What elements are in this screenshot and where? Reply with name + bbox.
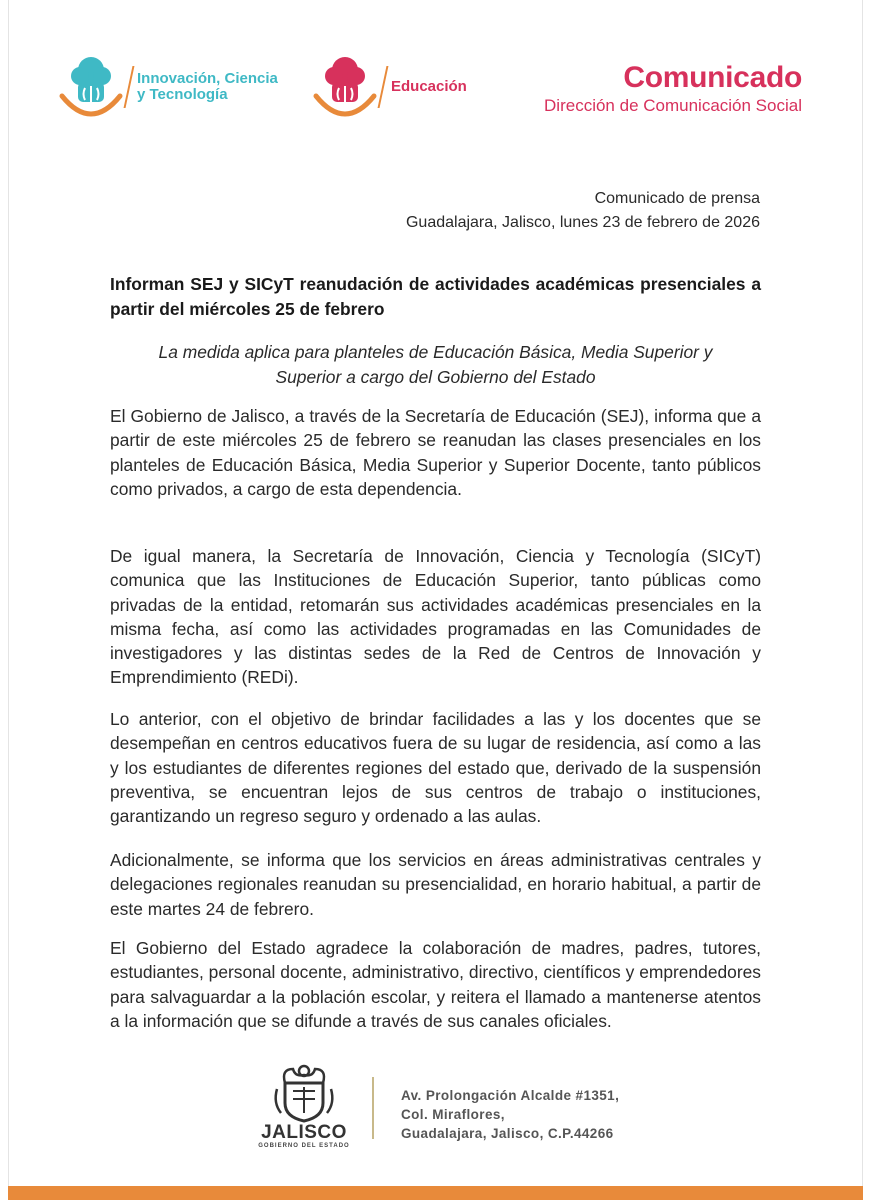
sicyt-line2: y Tecnología <box>137 86 228 103</box>
footer-divider <box>372 1077 374 1139</box>
footer-color-bar <box>8 1186 863 1200</box>
address-line2: Col. Miraflores, <box>401 1107 505 1122</box>
comunicado-title: Comunicado <box>623 61 802 94</box>
paragraph-4: Adicionalmente, se informa que los servicios en áreas administrativas centrales y delegaciones regionales reanudan su presencialidad, en horario habitual, a partir de este martes 24 de febrero. <box>110 850 761 919</box>
comunicado-subtitle: Dirección de Comunicación Social <box>544 96 802 115</box>
sej-logo <box>312 52 467 122</box>
jalisco-wordmark: JALISCO <box>261 1122 347 1143</box>
press-label: Comunicado de prensa <box>594 190 760 207</box>
jalisco-coat-of-arms-icon <box>271 1063 337 1123</box>
sicyt-line1: Innovación, Ciencia <box>137 70 278 87</box>
paragraph-3: Lo anterior, con el objetivo de brindar facilidades a las y los docentes que se desempeñan en centros educativos fuera de su lugar de residencia, así como a las y los estudiantes de diferentes regiones del estado que, derivado de la suspensión preventiva, se encuentran lejos de sus centros de trabajo o instituciones, garantizando un regreso seguro y ordenado a las aulas. <box>110 709 761 827</box>
sej-logo-text: Educación <box>391 78 467 95</box>
place-date: Guadalajara, Jalisco, lunes 23 de febrero de 2026 <box>405 214 760 231</box>
headline: Informan SEJ y SICyT reanudación de actividades académicas presenciales a partir del miércoles 25 de febrero <box>110 274 761 319</box>
sicyt-divider <box>124 66 135 108</box>
subheadline <box>110 340 761 390</box>
footer-address <box>401 1086 619 1143</box>
paragraph-5: El Gobierno del Estado agradece la colaboración de madres, padres, tutores, estudiantes, personal docente, administrativo, directivo, científicos y emprendedores para salvaguardar a la población escolar, y reitera el llamado a mantenerse atentos a la información que se difunde a través de sus canales oficiales. <box>110 938 761 1031</box>
address-line1: Av. Prolongación Alcalde #1351, <box>401 1088 620 1103</box>
jalisco-seal <box>256 1063 352 1149</box>
paragraph-2: De igual manera, la Secretaría de Innovación, Ciencia y Tecnología (SICyT) comunica que las Instituciones de Educación Superior, tanto públicas como privadas de la entidad, retomarán sus actividades académicas presenciales en la misma fecha, así como las actividades programadas en las Comunidades de investigadores y las distintas sedes de la Red de Centros de Innovación y Emprendimiento (REDi). <box>110 546 761 688</box>
dateline <box>406 187 760 235</box>
paragraph-1: El Gobierno de Jalisco, a través de la Secretaría de Educación (SEJ), informa que a partir de este miércoles 25 de febrero se reanudan las clases presenciales en los planteles de Educación Básica, Media Superior y Superior Docente, tanto públicos como privados, a cargo de esta dependencia. <box>110 406 761 499</box>
sicyt-emblem-icon <box>58 52 124 122</box>
sej-divider <box>378 66 389 108</box>
sicyt-logo <box>58 52 278 122</box>
sej-emblem-icon <box>312 52 378 122</box>
sicyt-logo-text <box>137 71 278 103</box>
subheadline-line1: La medida aplica para planteles de Educación Básica, Media Superior y <box>158 342 713 362</box>
jalisco-subtitle: GOBIERNO DEL ESTADO <box>258 1143 350 1149</box>
subheadline-line2: Superior a cargo del Gobierno del Estado <box>275 367 596 387</box>
comunicado-header <box>544 62 802 116</box>
address-line3: Guadalajara, Jalisco, C.P.44266 <box>401 1126 614 1141</box>
